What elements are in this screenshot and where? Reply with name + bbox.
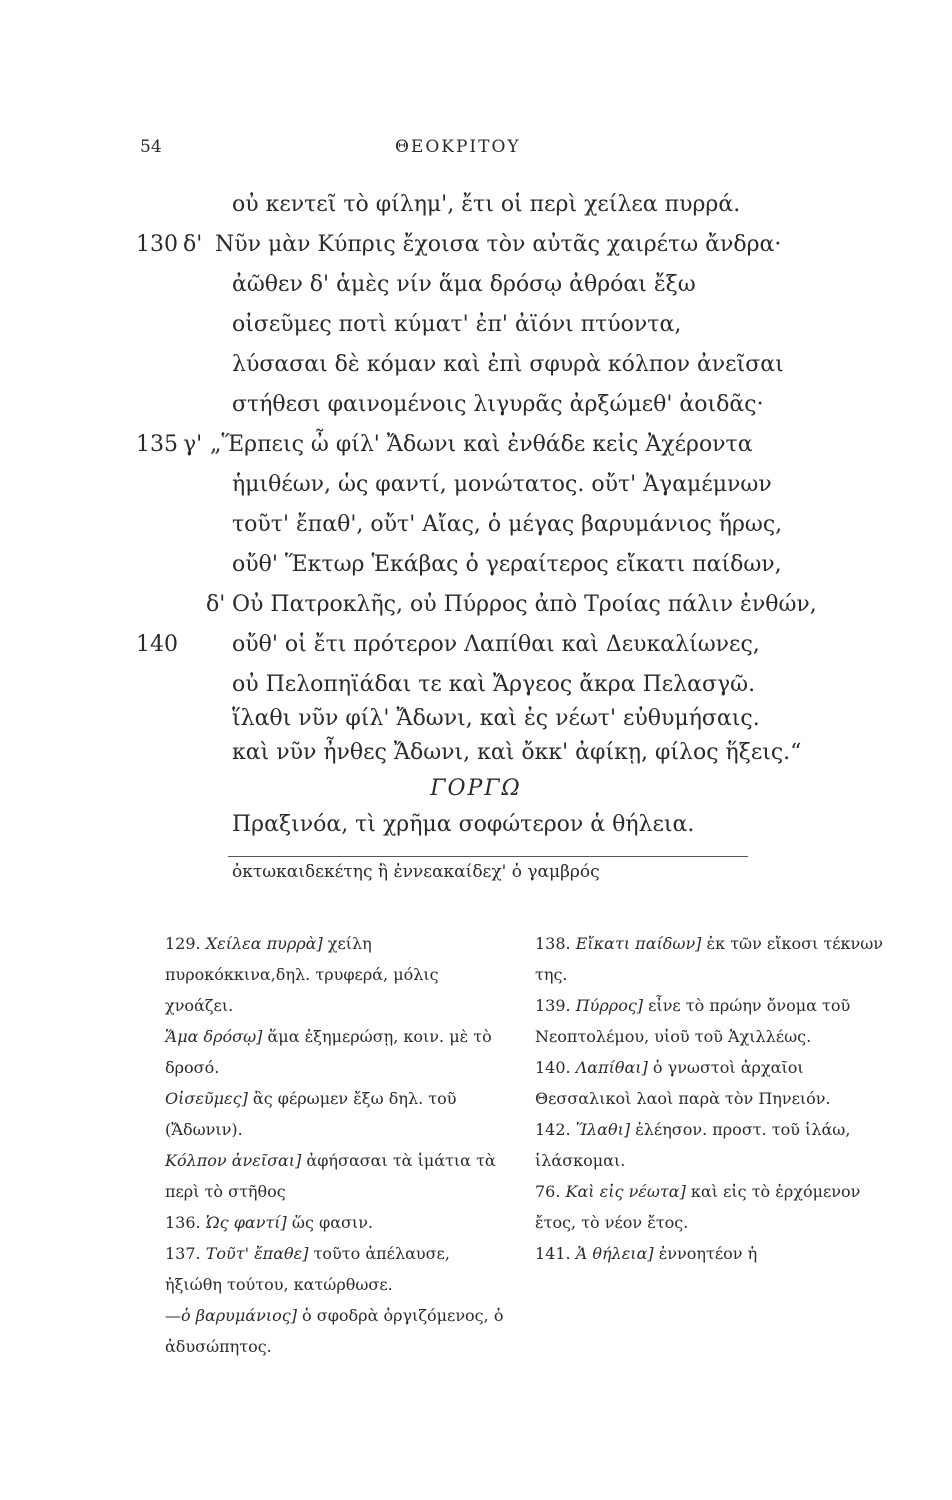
verse-text: ἵλαθι νῦν φίλ' Ἄδωνι, καὶ ἐς νέωτ' εὐθυμήσαις. [232,706,760,731]
verse-text: οὔθ' Ἕκτωρ Ἑκάβας ὁ γεραίτερος εἴκατι παίδων, [232,552,782,577]
note [165,1238,510,1300]
verse-text: ἡμιθέων, ὡς φαντί, μονώτατος. οὔτ' Ἀγαμέμνων [232,472,772,497]
note-lemma: Κόλπον ἀνεῖσαι] [165,1151,302,1170]
note [535,1238,895,1269]
verse-number: 140 [136,632,178,657]
note [165,1021,510,1083]
page-number: 54 [140,137,162,157]
note-ref: 141. [535,1244,571,1263]
note [165,1207,510,1238]
speaker-name: ΓΟΡΓΩ [430,776,522,801]
verse-line [0,632,952,672]
note [165,928,510,1021]
verse-text: Νῦν μὰν Κύπρις ἔχοισα τὸν αὐτᾶς χαιρέτω ἄνδρα· [215,232,782,257]
verse-line [0,232,952,272]
verse-line [0,472,952,512]
note [535,1176,895,1238]
verse-text: τοῦτ' ἔπαθ', οὔτ' Αἴας, ὁ μέγας βαρυμάνιος ἥρως, [232,512,783,537]
note-lemma: —ὁ βαρυμάνιος] [165,1306,297,1325]
note-gloss: ὁ σφοδρὰ ὀργιζόμενος, ὁ ἀδυσώπητος. [165,1306,504,1356]
verse-line [0,432,952,472]
verse-line [0,592,952,632]
note-ref: 138. [535,934,571,953]
note-lemma: Οἰσεῦμες] [165,1089,248,1108]
verse-mark: γ' [183,432,203,457]
note-lemma: Ἅμα δρόσῳ] [165,1027,263,1046]
note-lemma: Λαπίθαι] [575,1058,648,1077]
verse-mark: δ' [206,592,226,617]
note-gloss: τοῦτο ἀπέλαυσε, ἠξιώθη τούτου, κατώρθωσε. [165,1244,450,1294]
verse-text: ἀῶθεν δ' ἁμὲς νίν ἅμα δρόσῳ ἀθρόαι ἔξω [232,272,696,297]
verse-number: 130 [136,232,178,257]
note-gloss: ἀφήσασαι τὰ ἱμάτια τὰ περὶ τὸ στῆθος [165,1151,496,1201]
note [165,1083,510,1145]
notes-right-column [535,928,895,1269]
note-ref: 129. [165,934,201,953]
note-lemma: Ἵλαθι] [575,1120,631,1139]
note [535,1052,895,1114]
note-ref: 76. [535,1182,561,1201]
note-gloss: εἶνε τὸ πρώην ὄνομα τοῦ Νεοπτολέμου, υἱοῦ τοῦ Ἀχιλλέως. [535,996,851,1046]
verse-line [0,352,952,392]
verse-text: στήθεσι φαινομένοις λιγυρᾶς ἀρξώμεθ' ἀοιδᾶς· [232,392,764,417]
note-lemma: Τοῦτ' ἔπαθε] [205,1244,309,1263]
note-ref: 136. [165,1213,201,1232]
verse-text: καὶ νῦν ἦνθες Ἄδωνι, καὶ ὄκκ' ἀφίκῃ, φίλος ἥξεις.“ [232,740,802,765]
verse-line [0,552,952,592]
note [535,990,895,1052]
note-lemma: Καὶ εἰς νέωτα] [565,1182,686,1201]
note-lemma: Ὡς φαντί] [205,1213,287,1232]
note [535,928,895,990]
note-ref: 137. [165,1244,201,1263]
verse-text: οὔθ' οἱ ἔτι πρότερον Λαπίθαι καὶ Δευκαλίωνες, [232,632,760,657]
verse-text: οὐ κεντεῖ τὸ φίλημ', ἔτι οἱ περὶ χείλεα πυρρά. [232,192,741,217]
verse-text: οὐ Πελοπηϊάδαι τε καὶ Ἄργεος ἄκρα Πελασγῶ. [232,672,756,697]
note-gloss: ἐννοητέον ἡ [658,1244,758,1263]
verse-number: 135 [136,432,178,457]
notes-left-column [165,928,510,1362]
verse-text: οἰσεῦμες ποτὶ κύματ' ἐπ' ἀϊόνι πτύοντα, [232,312,682,337]
note-lemma: Ἁ θήλεια] [575,1244,654,1263]
note-gloss: καὶ εἰς τὸ ἐρχόμενον ἔτος, τὸ νέον ἔτος. [535,1182,861,1232]
note [165,1145,510,1207]
verse-line [0,192,952,232]
note-gloss: ἐλέησον. προστ. τοῦ ἱλάω, ἱλάσκομαι. [535,1120,851,1170]
note-gloss: χείλη πυροκόκκινα,δηλ. τρυφερά, μόλις χνοάζει. [165,934,439,1015]
note [165,1300,510,1362]
note-ref: 142. [535,1120,571,1139]
variant-reading: ὀκτωκαιδεκέτης ἢ ἐννεακαίδεχ' ὁ γαμβρός [232,862,600,882]
verse-mark: δ' [183,232,203,257]
verse-line [0,312,952,352]
verse-text: λύσασαι δὲ κόμαν καὶ ἐπὶ σφυρὰ κόλπον ἀνεῖσαι [232,352,784,377]
note-lemma: Εἴκατι παίδων] [575,934,702,953]
note-lemma: Πύρρος] [575,996,644,1015]
note-lemma: Χείλεα πυρρὰ] [205,934,323,953]
note [535,1114,895,1176]
note-gloss: ὥς φασιν. [291,1213,373,1232]
verse-text: Οὐ Πατροκλῆς, οὐ Πύρρος ἀπὸ Τροίας πάλιν ἐνθών, [232,592,817,617]
running-title: ΘΕΟΚΡΙΤΟΥ [395,137,521,157]
verse-text: „Ἕρπεις ὦ φίλ' Ἄδωνι καὶ ἐνθάδε κεἰς Ἀχέροντα [210,432,753,457]
speaker-line: Πραξινόα, τὶ χρῆμα σοφώτερον ἁ θήλεια. [232,812,695,837]
note-gloss: ἅμα ἐξημερώσῃ, κοιν. μὲ τὸ δροσό. [165,1027,492,1077]
verse-line [0,392,952,432]
note-gloss: ἐκ τῶν εἴκοσι τέκνων της. [535,934,884,984]
verse-line [0,740,952,780]
note-ref: 140. [535,1058,571,1077]
note-gloss: ἂς φέρωμεν ἔξω δηλ. τοῦ (Ἄδωνιν). [165,1089,457,1139]
verse-line [0,512,952,552]
footnote-rule [228,856,748,857]
note-ref: 139. [535,996,571,1015]
verse-line [0,272,952,312]
note-gloss: ὁ γνωστοὶ ἀρχαῖοι Θεσσαλικοὶ λαοὶ παρὰ τὸν Πηνειόν. [535,1058,831,1108]
